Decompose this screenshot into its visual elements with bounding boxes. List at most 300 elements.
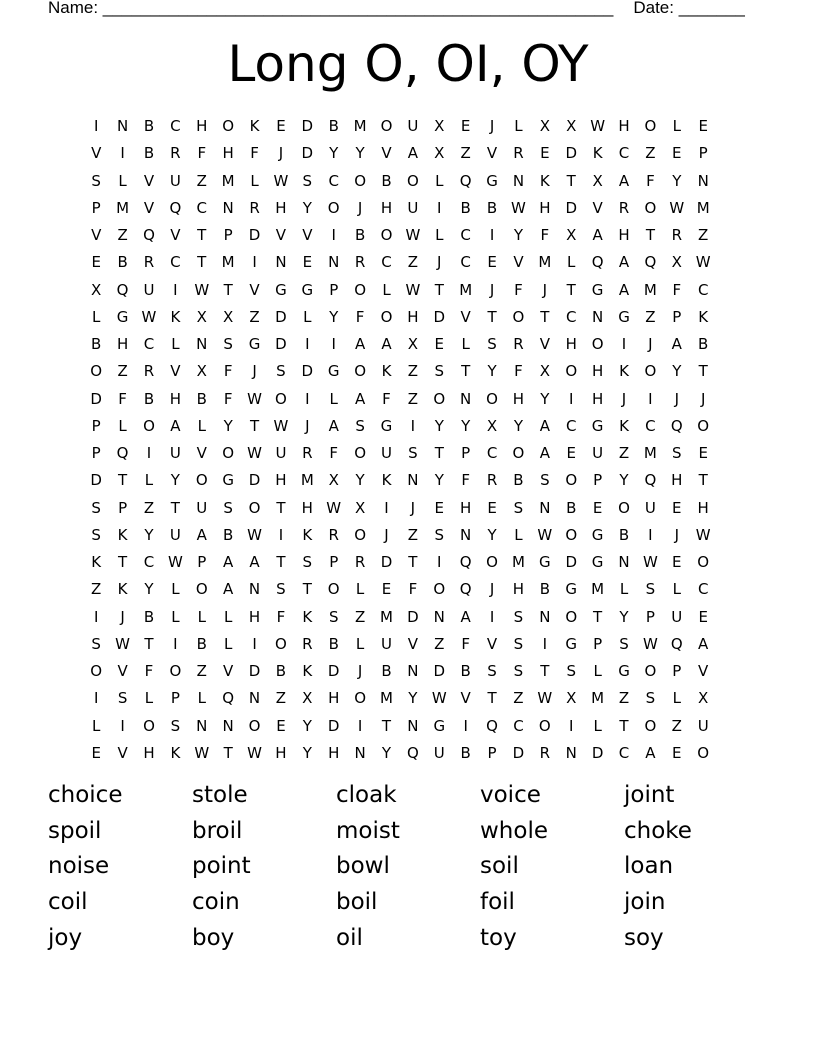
grid-letter: H	[697, 498, 709, 517]
grid-letter: L	[593, 716, 602, 735]
grid-letter: O	[222, 444, 235, 463]
grid-letter: H	[512, 580, 525, 599]
grid-letter: E	[460, 117, 471, 136]
grid-letter: G	[433, 716, 446, 735]
grid-letter: V	[460, 307, 471, 326]
grid-letter: E	[91, 253, 101, 272]
word-list-item: point	[192, 853, 251, 880]
grid-letter: F	[197, 144, 207, 163]
grid-letter: H	[539, 198, 551, 217]
grid-letter: P	[170, 689, 180, 708]
grid-letter: A	[460, 607, 471, 626]
grid-letter: O	[512, 307, 525, 326]
grid-letter: Z	[460, 144, 471, 163]
grid-letter: L	[672, 117, 681, 136]
grid-letter: O	[354, 362, 366, 381]
grid-letter: Y	[619, 471, 629, 490]
grid-letter: K	[619, 362, 629, 381]
grid-letter: X	[223, 307, 234, 326]
grid-letter: R	[354, 253, 366, 272]
grid-letter: R	[302, 444, 313, 463]
grid-letter: R	[513, 335, 524, 354]
grid-letter: Z	[407, 389, 419, 408]
grid-letter: L	[435, 171, 444, 190]
grid-letter: S	[487, 662, 497, 681]
grid-letter: D	[275, 307, 287, 326]
word-list-item: cloak	[336, 782, 397, 808]
grid-letter: T	[698, 471, 708, 490]
grid-letter: V	[539, 335, 550, 354]
grid-letter: Z	[407, 253, 419, 272]
grid-letter: C	[565, 416, 577, 435]
grid-letter: Z	[645, 144, 656, 163]
grid-letter: N	[618, 553, 630, 572]
grid-letter: M	[221, 253, 235, 272]
grid-letter: N	[407, 716, 419, 735]
grid-letter: O	[380, 226, 393, 245]
grid-row	[83, 685, 733, 712]
grid-letter: W	[695, 525, 711, 544]
grid-letter: V	[117, 743, 128, 762]
grid-row	[83, 304, 733, 331]
grid-letter: T	[566, 280, 576, 299]
grid-letter: X	[196, 362, 207, 381]
grid-letter: O	[354, 280, 366, 299]
grid-letter: Z	[645, 307, 656, 326]
grid-letter: R	[328, 525, 339, 544]
grid-letter: G	[301, 280, 314, 299]
grid-letter: X	[302, 689, 313, 708]
grid-letter: D	[248, 471, 261, 490]
grid-letter: S	[487, 335, 497, 354]
grid-letter: O	[697, 553, 710, 572]
word-list-item: choke	[624, 817, 692, 844]
grid-letter: Z	[618, 444, 630, 463]
grid-letter: S	[302, 171, 313, 190]
grid-letter: A	[354, 335, 366, 354]
grid-letter: L	[593, 662, 602, 681]
grid-letter: Y	[329, 144, 339, 163]
grid-letter: L	[514, 525, 523, 544]
grid-letter: S	[434, 362, 445, 381]
grid-letter: Q	[116, 444, 129, 463]
grid-row	[83, 467, 733, 494]
grid-letter: I	[489, 226, 495, 245]
grid-letter: J	[120, 607, 125, 626]
grid-letter: I	[120, 716, 125, 735]
grid-letter: D	[433, 662, 446, 681]
grid-letter: F	[329, 444, 339, 463]
grid-letter: T	[276, 553, 286, 572]
word-list-item: stole	[192, 782, 248, 808]
grid-letter: W	[511, 198, 526, 217]
grid-letter: C	[513, 716, 524, 735]
grid-letter: T	[566, 171, 576, 190]
grid-letter: D	[301, 117, 314, 136]
grid-letter: O	[143, 416, 155, 435]
grid-letter: B	[275, 662, 287, 681]
word-list-item: moist	[336, 817, 400, 844]
grid-letter: Y	[540, 389, 550, 408]
grid-letter: N	[275, 253, 287, 272]
grid-letter: G	[380, 416, 393, 435]
grid-letter: B	[460, 662, 471, 681]
grid-letter: W	[247, 444, 262, 463]
grid-letter: O	[618, 498, 630, 517]
grid-letter: V	[249, 280, 260, 299]
grid-letter: X	[354, 498, 366, 517]
grid-letter: M	[643, 444, 657, 463]
grid-letter: O	[644, 662, 657, 681]
grid-row	[83, 277, 733, 304]
grid-letter: B	[196, 634, 207, 653]
grid-letter: M	[380, 689, 393, 708]
grid-letter: E	[698, 444, 708, 463]
grid-letter: F	[461, 471, 470, 490]
grid-letter: B	[328, 117, 339, 136]
grid-letter: Z	[618, 689, 630, 708]
grid-letter: S	[566, 662, 576, 681]
grid-letter: U	[169, 171, 181, 190]
grid-letter: J	[357, 662, 363, 681]
grid-letter: L	[329, 389, 338, 408]
grid-letter: Y	[672, 171, 682, 190]
grid-letter: D	[275, 335, 287, 354]
grid-letter: V	[91, 226, 102, 245]
grid-letter: Z	[434, 634, 445, 653]
grid-letter: X	[592, 171, 603, 190]
grid-letter: E	[540, 144, 550, 163]
grid-letter: Q	[486, 716, 498, 735]
grid-letter: I	[489, 607, 495, 626]
grid-letter: B	[513, 471, 524, 490]
grid-letter: J	[700, 389, 706, 408]
grid-letter: Q	[459, 580, 472, 599]
grid-letter: Q	[644, 471, 657, 490]
grid-letter: S	[91, 498, 101, 517]
grid-letter: S	[513, 607, 524, 626]
grid-letter: Y	[461, 416, 471, 435]
grid-letter: O	[327, 580, 340, 599]
grid-letter: Q	[459, 553, 472, 572]
word-list-item: coil	[48, 889, 88, 916]
grid-letter: O	[90, 662, 103, 681]
grid-letter: B	[143, 144, 155, 163]
grid-letter: O	[644, 117, 657, 136]
grid-letter: G	[591, 525, 604, 544]
grid-letter: H	[222, 144, 234, 163]
grid-letter: G	[116, 307, 129, 326]
grid-letter: P	[672, 662, 682, 681]
grid-letter: X	[698, 689, 709, 708]
grid-letter: P	[487, 743, 497, 762]
grid-letter: F	[408, 580, 418, 599]
grid-letter: T	[381, 716, 392, 735]
grid-letter: P	[118, 498, 128, 517]
grid-letter: S	[223, 498, 233, 517]
grid-letter: H	[275, 471, 287, 490]
grid-letter: B	[381, 171, 392, 190]
grid-letter: B	[460, 198, 471, 217]
grid-letter: L	[619, 580, 629, 599]
grid-letter: X	[434, 117, 445, 136]
grid-row	[83, 331, 733, 358]
grid-letter: N	[196, 335, 208, 354]
grid-letter: A	[539, 444, 550, 463]
grid-letter: M	[511, 553, 525, 572]
grid-letter: H	[460, 498, 472, 517]
grid-letter: Y	[329, 307, 339, 326]
grid-letter: U	[196, 498, 208, 517]
word-list-item: bowl	[336, 853, 390, 880]
grid-letter: C	[460, 253, 471, 272]
grid-letter: Y	[672, 362, 682, 381]
grid-row	[83, 249, 733, 276]
grid-letter: F	[223, 389, 233, 408]
grid-letter: S	[672, 444, 682, 463]
grid-letter: W	[273, 171, 289, 190]
grid-letter: O	[644, 198, 657, 217]
grid-letter: C	[143, 553, 155, 572]
grid-letter: L	[118, 171, 127, 190]
grid-letter: O	[538, 716, 551, 735]
grid-letter: N	[196, 716, 208, 735]
grid-letter: P	[223, 226, 233, 245]
grid-letter: Z	[117, 226, 128, 245]
grid-letter: J	[648, 335, 653, 354]
grid-letter: C	[143, 335, 155, 354]
word-list-item: spoil	[48, 817, 102, 844]
grid-letter: K	[539, 171, 550, 190]
grid-letter: N	[697, 171, 709, 190]
grid-letter: X	[566, 689, 577, 708]
grid-letter: O	[697, 743, 710, 762]
grid-letter: I	[252, 253, 257, 272]
grid-letter: W	[431, 689, 447, 708]
grid-letter: H	[143, 743, 155, 762]
grid-letter: O	[195, 471, 208, 490]
word-list-item: boy	[192, 924, 235, 951]
grid-letter: E	[276, 117, 286, 136]
word-list-item: oil	[336, 924, 363, 951]
grid-letter: B	[539, 580, 550, 599]
grid-letter: Y	[144, 580, 154, 599]
grid-letter: D	[327, 662, 340, 681]
grid-letter: V	[486, 144, 498, 163]
grid-letter: K	[381, 362, 392, 381]
grid-letter: L	[144, 689, 154, 708]
word-list-item: boil	[336, 889, 378, 916]
word-list-item: joint	[624, 782, 675, 808]
grid-letter: B	[143, 117, 155, 136]
grid-letter: O	[512, 444, 525, 463]
grid-letter: S	[170, 716, 181, 735]
grid-letter: S	[276, 580, 286, 599]
grid-letter: J	[278, 144, 284, 163]
grid-letter: B	[354, 226, 366, 245]
grid-letter: C	[328, 171, 339, 190]
grid-letter: Y	[355, 144, 365, 163]
grid-letter: T	[698, 362, 708, 381]
grid-letter: D	[90, 389, 102, 408]
grid-letter: S	[91, 525, 101, 544]
grid-letter: Y	[434, 471, 444, 490]
grid-letter: H	[591, 389, 604, 408]
grid-letter: I	[437, 198, 442, 217]
grid-letter: I	[305, 389, 310, 408]
word-list	[48, 778, 768, 956]
grid-letter: Z	[143, 498, 155, 517]
grid-letter: S	[91, 634, 101, 653]
grid-letter: P	[461, 444, 471, 463]
grid-letter: P	[91, 416, 101, 435]
grid-letter: V	[117, 662, 128, 681]
grid-letter: W	[167, 553, 183, 572]
grid-letter: I	[93, 607, 99, 626]
grid-letter: N	[248, 580, 261, 599]
grid-letter: S	[619, 634, 629, 653]
grid-letter: O	[380, 117, 393, 136]
grid-letter: W	[405, 226, 421, 245]
grid-letter: M	[591, 580, 605, 599]
grid-letter: W	[537, 689, 553, 708]
grid-letter: V	[407, 634, 419, 653]
grid-letter: Y	[434, 416, 444, 435]
grid-letter: Z	[698, 226, 709, 245]
grid-letter: L	[197, 416, 206, 435]
grid-letter: P	[329, 280, 339, 299]
grid-letter: D	[565, 198, 577, 217]
grid-letter: U	[381, 634, 392, 653]
grid-letter: Y	[302, 716, 312, 735]
word-list-item: loan	[624, 853, 674, 880]
grid-letter: N	[116, 117, 129, 136]
grid-letter: Z	[275, 689, 287, 708]
grid-letter: T	[276, 498, 286, 517]
grid-letter: W	[590, 117, 606, 136]
grid-letter: O	[248, 498, 261, 517]
grid-letter: I	[357, 716, 363, 735]
grid-letter: T	[540, 307, 550, 326]
grid-letter: L	[197, 689, 206, 708]
grid-letter: I	[648, 525, 653, 544]
grid-letter: Y	[619, 607, 629, 626]
grid-letter: L	[171, 607, 180, 626]
grid-letter: A	[618, 280, 630, 299]
grid-letter: Q	[670, 416, 683, 435]
grid-letter: X	[407, 335, 419, 354]
grid-letter: V	[275, 226, 287, 245]
grid-row	[83, 358, 733, 385]
grid-letter: V	[513, 253, 524, 272]
grid-letter: J	[621, 389, 627, 408]
grid-letter: N	[354, 743, 366, 762]
grid-letter: T	[434, 280, 444, 299]
grid-letter: E	[302, 253, 313, 272]
grid-letter: O	[644, 716, 657, 735]
grid-letter: U	[407, 117, 419, 136]
grid-letter: O	[275, 389, 287, 408]
grid-letter: G	[591, 280, 604, 299]
grid-letter: F	[223, 362, 233, 381]
grid-letter: N	[222, 716, 234, 735]
grid-letter: I	[93, 689, 99, 708]
grid-letter: O	[275, 634, 287, 653]
grid-letter: R	[513, 144, 524, 163]
grid-letter: K	[698, 307, 709, 326]
grid-letter: V	[302, 226, 313, 245]
grid-letter: L	[435, 226, 444, 245]
header	[48, 0, 748, 18]
grid-letter: G	[591, 416, 604, 435]
grid-letter: D	[433, 307, 446, 326]
grid-letter: A	[328, 416, 339, 435]
grid-letter: N	[407, 662, 419, 681]
word-list-item: whole	[480, 817, 549, 844]
grid-letter: H	[591, 362, 604, 381]
grid-letter: I	[621, 335, 627, 354]
word-list-item: coin	[192, 889, 240, 916]
grid-letter: T	[170, 498, 180, 517]
grid-letter: T	[434, 444, 444, 463]
grid-letter: Z	[671, 716, 682, 735]
word-list-item: voice	[480, 782, 541, 808]
grid-letter: N	[539, 498, 551, 517]
grid-letter: O	[354, 171, 366, 190]
grid-letter: M	[591, 689, 605, 708]
grid-letter: S	[513, 634, 524, 653]
grid-letter: O	[591, 335, 604, 354]
grid-letter: C	[697, 280, 709, 299]
grid-letter: D	[565, 144, 577, 163]
grid-letter: L	[118, 416, 127, 435]
grid-letter: L	[92, 307, 101, 326]
grid-letter: O	[90, 362, 103, 381]
grid-letter: N	[248, 689, 261, 708]
grid-letter: A	[671, 335, 682, 354]
grid-letter: M	[221, 171, 235, 190]
grid-letter: N	[460, 525, 472, 544]
grid-letter: O	[327, 198, 340, 217]
grid-letter: L	[197, 607, 206, 626]
word-list-item: choice	[48, 782, 123, 808]
grid-letter: B	[143, 607, 155, 626]
grid-row	[83, 440, 733, 467]
grid-letter: H	[275, 743, 287, 762]
grid-letter: Q	[222, 689, 235, 708]
grid-letter: B	[223, 525, 234, 544]
grid-letter: P	[593, 471, 603, 490]
grid-letter: L	[672, 689, 681, 708]
grid-letter: I	[331, 335, 336, 354]
grid-letter: G	[222, 471, 234, 490]
grid-letter: U	[697, 716, 709, 735]
grid-letter: K	[91, 553, 102, 572]
grid-letter: D	[327, 716, 340, 735]
grid-letter: O	[354, 525, 366, 544]
grid-letter: U	[143, 280, 155, 299]
grid-letter: Q	[116, 280, 129, 299]
grid-letter: Z	[249, 307, 260, 326]
grid-letter: A	[407, 144, 419, 163]
grid-letter: U	[644, 498, 656, 517]
grid-letter: N	[407, 471, 419, 490]
grid-letter: U	[169, 444, 181, 463]
grid-letter: O	[143, 716, 155, 735]
grid-letter: U	[275, 444, 287, 463]
grid-letter: W	[642, 553, 658, 572]
grid-letter: A	[618, 171, 630, 190]
